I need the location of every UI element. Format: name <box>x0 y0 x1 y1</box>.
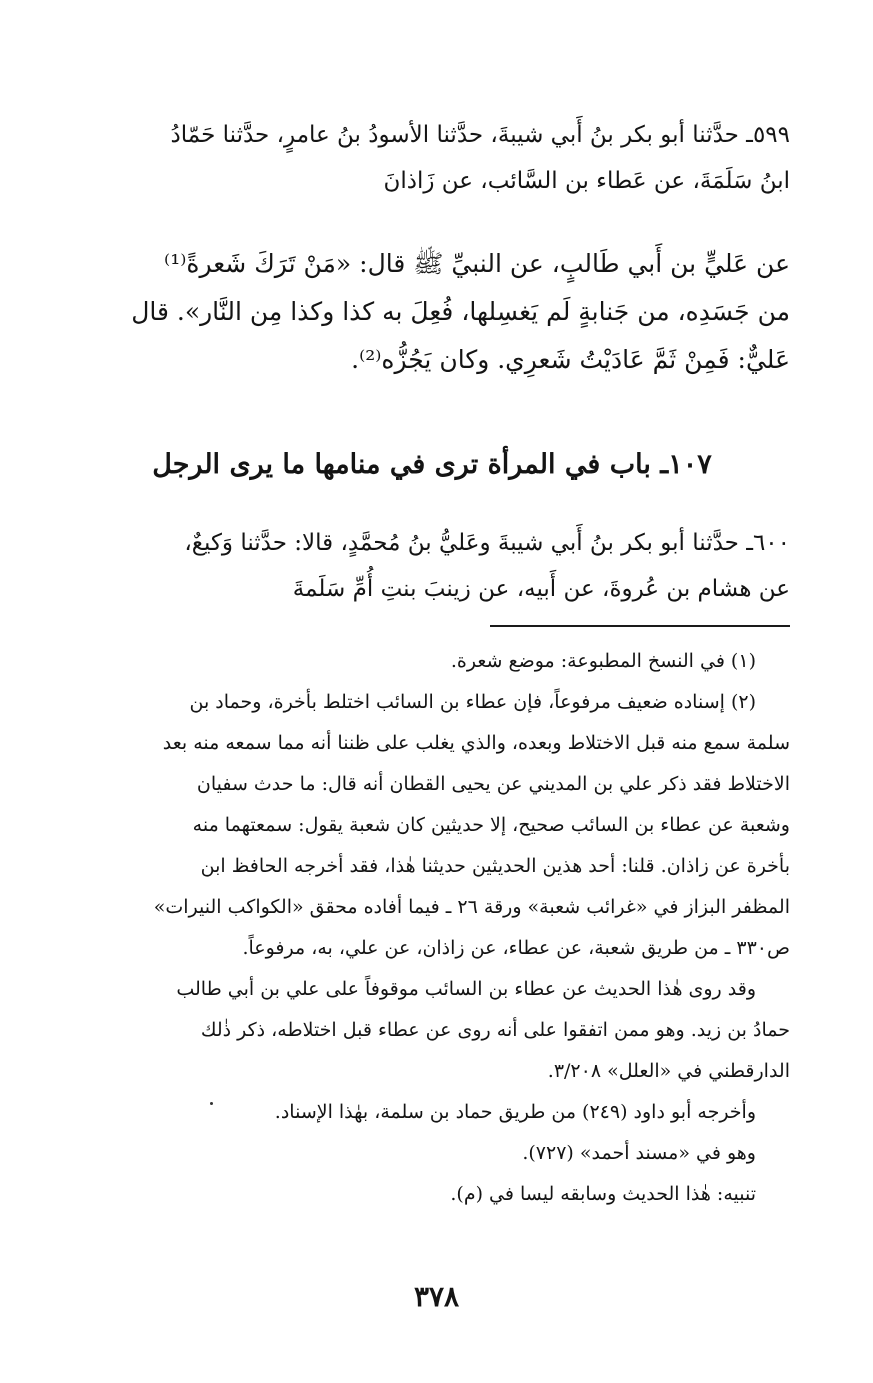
page-number: ٣٧٨ <box>413 1280 460 1313</box>
footnote-2-line: سلمة سمع منه قبل الاختلاط وبعده، والذي يغلب على ظننا أنه مما سمعه منه بعد <box>162 732 790 754</box>
footnote-1: (١) في النسخ المطبوعة: موضع شعرة. <box>450 650 756 672</box>
footnote-2-line: الاختلاط فقد ذكر علي بن المديني عن يحيى القطان أنه قال: ما حدث سفيان <box>196 773 790 795</box>
hadith-600-sanad <box>74 520 790 612</box>
hadith-599-matn-line: عن عَليٍّ بن أَبي طَالبٍ، عن النبيِّ ﷺ قال: «مَنْ تَرَكَ شَعرةً⁽¹⁾ <box>164 249 790 278</box>
footnote-2-line: المظفر البزاز في «غرائب شعبة» ورقة ٢٦ ـ فيما أفاده محقق «الكواكب النيرات» <box>153 896 790 918</box>
footnote-paragraph-line: الدارقطني في «العلل» ٣/٢٠٨. <box>547 1060 790 1082</box>
footnote-musnad-ahmad: وهو في «مسند أحمد» (٧٢٧). <box>522 1142 756 1164</box>
footnote-2-line: (٢) إسناده ضعيف مرفوعاً، فإن عطاء بن السائب اختلط بأخرة، وحماد بن <box>189 691 756 713</box>
footnote-separator <box>490 625 790 627</box>
hadith-599-matn-line: عَليٌّ: فَمِنْ ثَمَّ عَادَيْتُ شَعرِي. وكان يَجُزُّه⁽²⁾. <box>351 345 790 374</box>
footnote-2-line: ص٣٣٠ ـ من طريق شعبة، عن عطاء، عن زاذان، عن علي، به، مرفوعاً. <box>242 937 790 959</box>
footnote-abu-dawud: وأخرجه أبو داود (٢٤٩) من طريق حماد بن سلمة، بهٰذا الإسناد. <box>274 1101 756 1123</box>
stray-mark <box>210 1102 213 1105</box>
hadith-599-sanad <box>74 112 790 204</box>
hadith-599-sanad-line: ٥٩٩ـ حدَّثنا أبو بكر بنُ أَبي شيبةَ، حدَّثنا الأسودُ بنُ عامرٍ، حدَّثنا حَمّادُ <box>170 122 790 148</box>
footnote-2-line: وشعبة عن عطاء بن السائب صحيح، إلا حديثين كان شعبة يقول: سمعتهما منه <box>192 814 790 836</box>
footnote-2-line: بأخرة عن زاذان. قلنا: أحد هذين الحديثين حديثنا هٰذا، فقد أخرجه الحافظ ابن <box>200 855 790 877</box>
hadith-599-matn-line: من جَسَدِه، من جَنابةٍ لَم يَغسِلها، فُعِلَ به كذا وكذا مِن النَّار». قال <box>131 297 790 326</box>
footnote-notice: تنبيه: هٰذا الحديث وسابقه ليسا في (م). <box>450 1183 756 1205</box>
footnotes <box>74 641 790 1215</box>
hadith-600-sanad-line: ٦٠٠ـ حدَّثنا أبو بكر بنُ أَبي شيبةَ وعَليُّ بنُ مُحمَّدٍ، قالا: حدَّثنا وَكيعٌ، <box>184 530 790 556</box>
hadith-600-sanad-line: عن هشام بن عُروةَ، عن أَبيه، عن زينبَ بنتِ أُمِّ سَلَمةَ <box>292 576 790 602</box>
footnote-paragraph-line: وقد روى هٰذا الحديث عن عطاء بن السائب موقوفاً على علي بن أبي طالب <box>176 978 756 1000</box>
hadith-599-matn <box>74 240 790 384</box>
chapter-title: ١٠٧ـ باب في المرأة ترى في منامها ما يرى الرجل <box>152 449 712 480</box>
footnote-paragraph-line: حمادُ بن زيد. وهو ممن اتفقوا على أنه روى عن عطاء قبل اختلاطه، ذكر ذٰلك <box>200 1019 790 1041</box>
hadith-599-sanad-line: ابنُ سَلَمَةَ، عن عَطاء بن السَّائب، عن زَاذانَ <box>383 168 790 194</box>
